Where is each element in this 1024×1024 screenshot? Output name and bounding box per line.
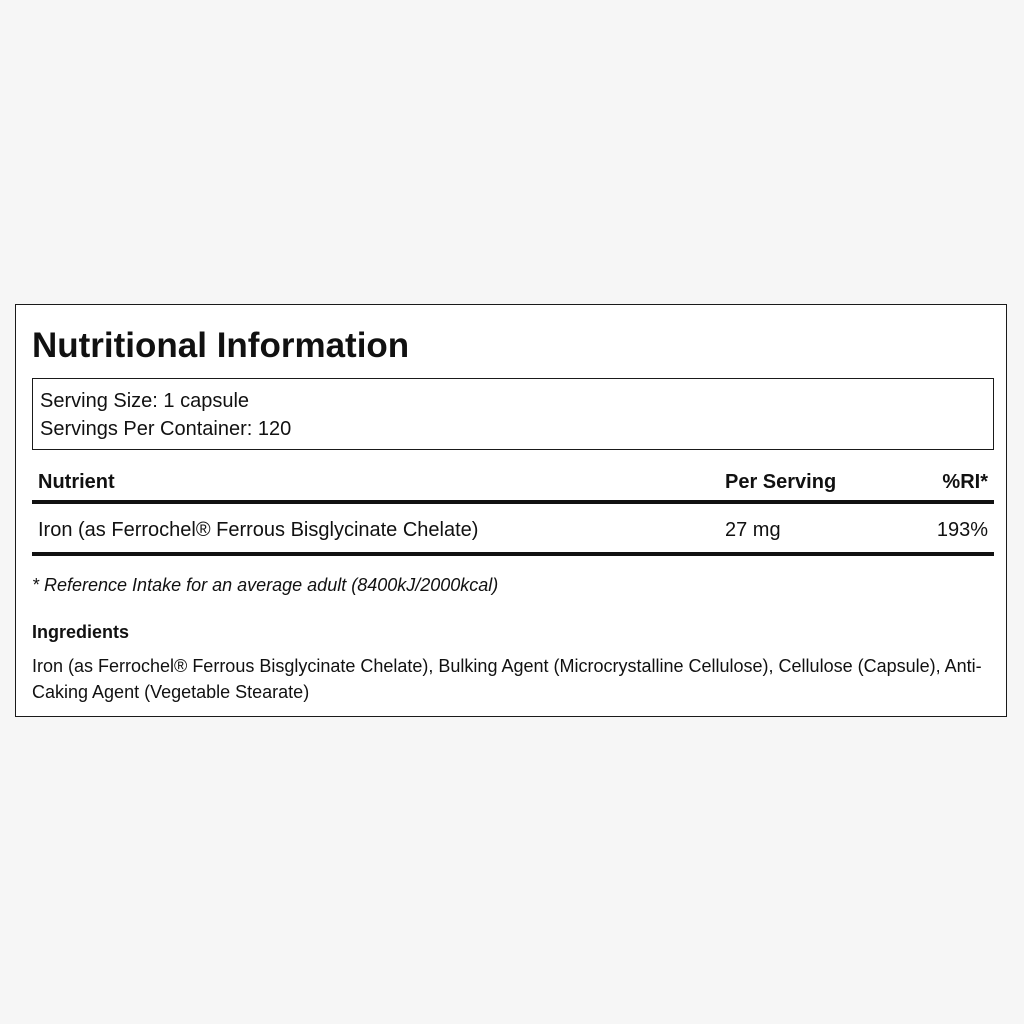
- serving-info-box: [32, 378, 994, 450]
- servings-per-container: Servings Per Container: 120: [40, 418, 292, 440]
- nutrition-panel: [15, 304, 1007, 717]
- header-nutrient: Nutrient: [38, 471, 115, 493]
- nutrition-table: [32, 462, 994, 556]
- header-per-serving: Per Serving: [725, 471, 837, 493]
- table-row: [32, 504, 994, 556]
- ingredients-heading: Ingredients: [32, 622, 130, 642]
- ingredients-text: Iron (as Ferrochel® Ferrous Bisglycinate Chelate), Bulking Agent (Microcrystalline Cellulose), Cellulose (Capsule), Anti-Caking Agent (Vegetable Stearate): [32, 656, 982, 702]
- serving-size: Serving Size: 1 capsule: [40, 390, 250, 412]
- panel-title: Nutritional Information: [32, 326, 410, 365]
- nutrient-name: Iron (as Ferrochel® Ferrous Bisglycinate Chelate): [38, 519, 479, 541]
- ri-value: 193%: [936, 519, 988, 541]
- per-serving-value: 27 mg: [725, 519, 781, 541]
- ri-footnote: * Reference Intake for an average adult (8400kJ/2000kcal): [32, 575, 499, 595]
- table-header: [32, 462, 994, 504]
- header-ri: %RI*: [942, 471, 988, 493]
